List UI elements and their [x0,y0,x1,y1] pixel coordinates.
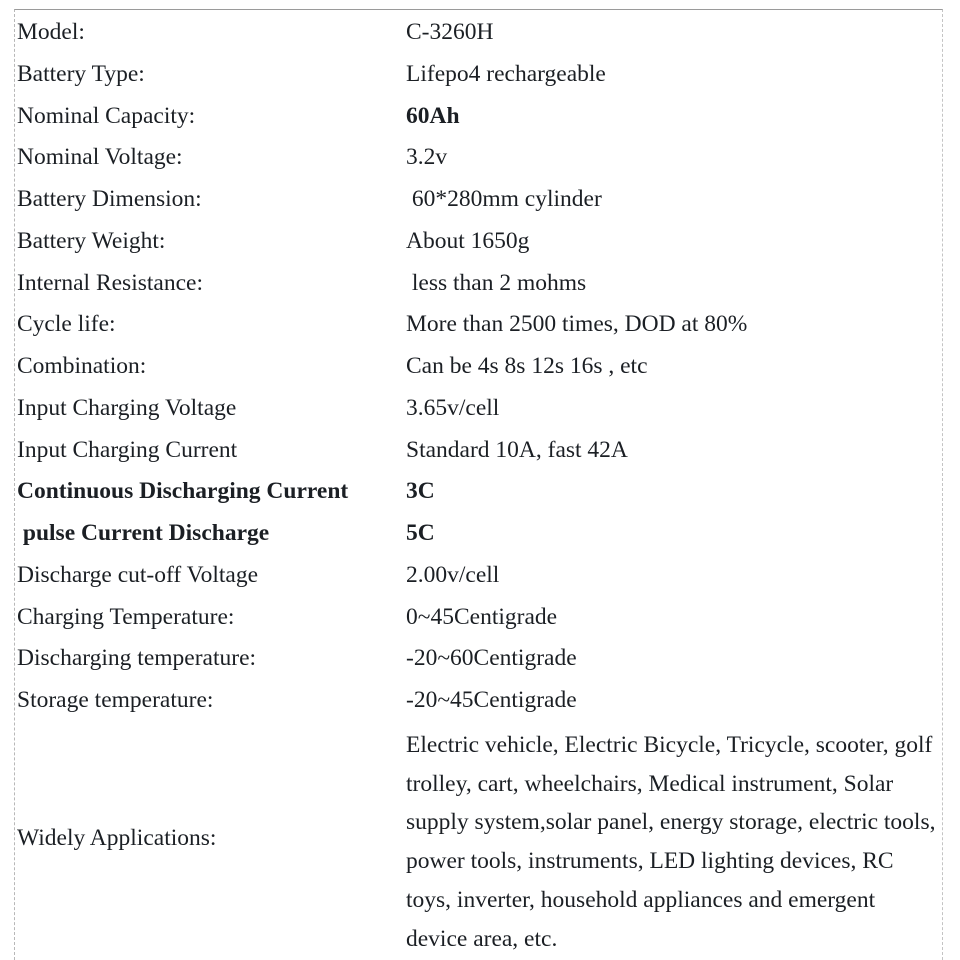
spec-sheet [14,9,943,960]
spec-value: About 1650g [406,228,530,254]
spec-label: Battery Type: [17,61,145,87]
spec-label: Discharging temperature: [17,645,257,671]
spec-value: C-3260H [406,19,494,45]
applications-value: Electric vehicle, Electric Bicycle, Tricycle, scooter, golf trolley, cart, wheelchairs, Medical instrument, Solar supply system,solar panel, energy storage, electric tools, power tools, instruments, LED lighting devices, RC toys, inverter, household appliances and emergent device area, etc. [406,732,936,952]
spec-value: 2.00v/cell [406,562,500,588]
spec-label: Internal Resistance: [17,270,203,296]
spec-value: More than 2500 times, DOD at 80% [406,311,748,337]
spec-value: 0~45Centigrade [406,604,558,630]
spec-label: Input Charging Current [17,437,238,463]
spec-value: 3.2v [406,144,448,170]
spec-value: -20~60Centigrade [406,645,577,671]
spec-label: Nominal Capacity: [17,103,196,129]
spec-label: Battery Dimension: [17,186,202,212]
spec-value: 60*280mm cylinder [406,186,602,212]
spec-value: 3.65v/cell [406,395,500,421]
spec-label: Nominal Voltage: [17,144,183,170]
spec-label: Storage temperature: [17,687,214,713]
spec-label: Model: [17,19,85,45]
spec-label: pulse Current Discharge [17,520,270,546]
spec-value: less than 2 mohms [406,270,587,296]
spec-value: Lifepo4 rechargeable [406,61,606,87]
spec-label: Charging Temperature: [17,604,235,630]
spec-label: Battery Weight: [17,228,166,254]
spec-label: Input Charging Voltage [17,395,237,421]
applications-label: Widely Applications: [17,825,217,851]
spec-label: Combination: [17,353,147,379]
spec-label: Discharge cut-off Voltage [17,562,259,588]
spec-label: Continuous Discharging Current [17,478,349,504]
spec-value: Can be 4s 8s 12s 16s , etc [406,353,648,379]
spec-value: Standard 10A, fast 42A [406,437,628,463]
spec-value: -20~45Centigrade [406,687,577,713]
spec-value: 3C [406,478,435,504]
spec-label: Cycle life: [17,311,116,337]
spec-value: 5C [406,520,435,546]
spec-value: 60Ah [406,103,460,129]
